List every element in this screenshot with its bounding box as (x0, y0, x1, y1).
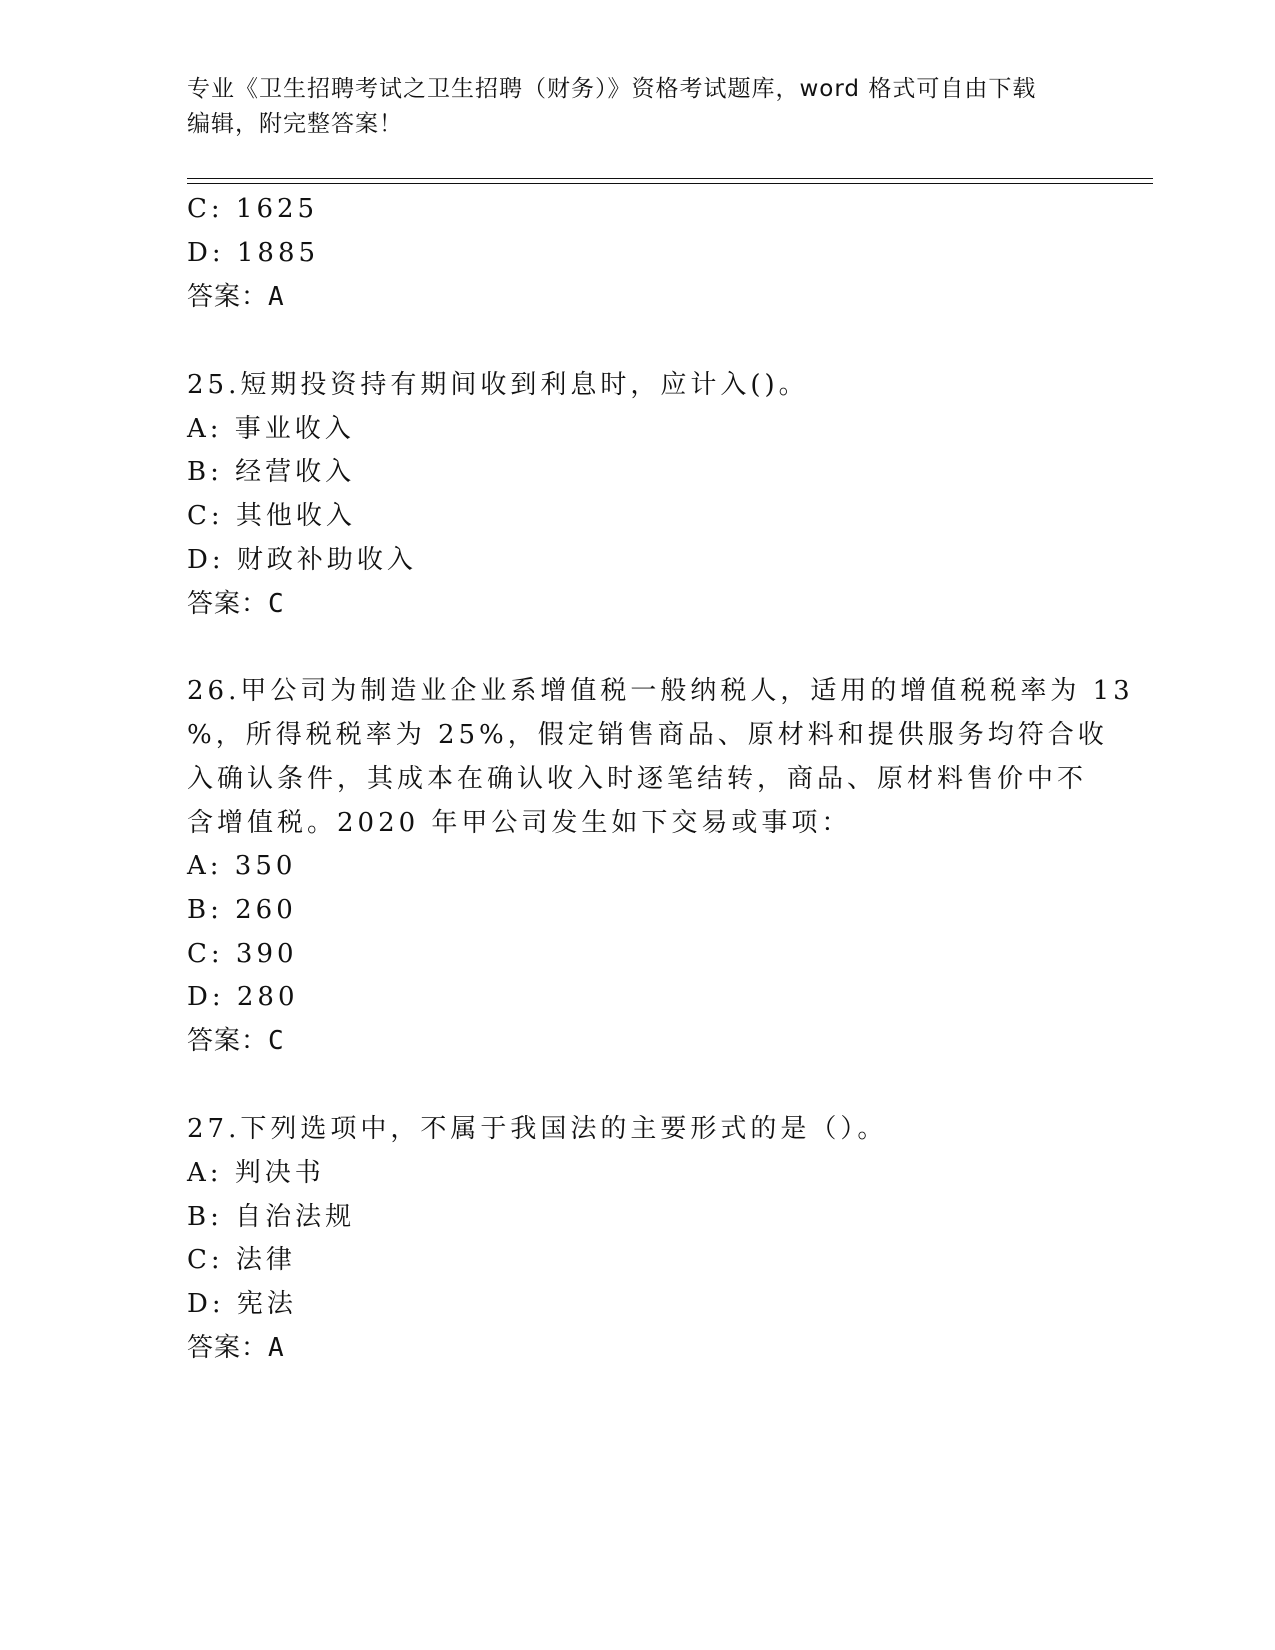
q27-option-b: B: 自治法规 (187, 1202, 356, 1232)
answer-label: 答案： (187, 1333, 269, 1363)
answer-label: 答案： (187, 589, 269, 619)
answer-letter: C (268, 589, 285, 619)
answer-label: 答案： (187, 1026, 269, 1056)
answer-letter: C (268, 1026, 285, 1056)
question-27: 27.下列选项中，不属于我国法的主要形式的是（）。 (187, 1114, 888, 1144)
question-26-line-3: 入确认条件，其成本在确认收入时逐笔结转，商品、原材料售价中不 (187, 764, 1088, 794)
q27-option-c: C: 法律 (187, 1245, 296, 1275)
question-26-line-2: %，所得税税率为 25%，假定销售商品、原材料和提供服务均符合收 (187, 720, 1108, 750)
answer-label: 答案： (187, 282, 269, 312)
answer-letter: A (268, 282, 285, 312)
q26-option-a: A: 350 (187, 851, 297, 881)
q26-option-c: C: 390 (187, 939, 298, 969)
question-26-line-1: 26.甲公司为制造业企业系增值税一般纳税人，适用的增值税税率为 13 (187, 676, 1134, 706)
answer-letter: A (268, 1333, 285, 1363)
q27-option-a: A: 判决书 (187, 1158, 325, 1188)
q25-option-a: A: 事业收入 (187, 414, 355, 444)
answer-prev (187, 282, 285, 312)
header-line-1: 专业《卫生招聘考试之卫生招聘（财务）》资格考试题库，word 格式可自由下载 (187, 76, 1037, 102)
q25-answer (187, 589, 285, 619)
header-line-2: 编辑，附完整答案！ (187, 111, 403, 137)
q25-option-d: D: 财政补助收入 (187, 545, 417, 575)
header-divider-top (187, 178, 1153, 179)
option-d-prev: D: 1885 (187, 238, 320, 268)
q26-option-b: B: 260 (187, 895, 297, 925)
document-header (187, 72, 1067, 142)
question-25: 25.短期投资持有期间收到利息时，应计入()。 (187, 370, 809, 400)
option-c-prev: C: 1625 (187, 194, 319, 224)
q27-answer (187, 1333, 285, 1363)
q26-option-d: D: 280 (187, 982, 299, 1012)
header-divider-bottom (187, 183, 1153, 184)
q26-answer (187, 1026, 285, 1056)
q25-option-c: C: 其他收入 (187, 501, 356, 531)
q25-option-b: B: 经营收入 (187, 457, 356, 487)
q27-option-d: D: 宪法 (187, 1289, 297, 1319)
question-26-line-4: 含增值税。2020 年甲公司发生如下交易或事项： (187, 808, 852, 838)
